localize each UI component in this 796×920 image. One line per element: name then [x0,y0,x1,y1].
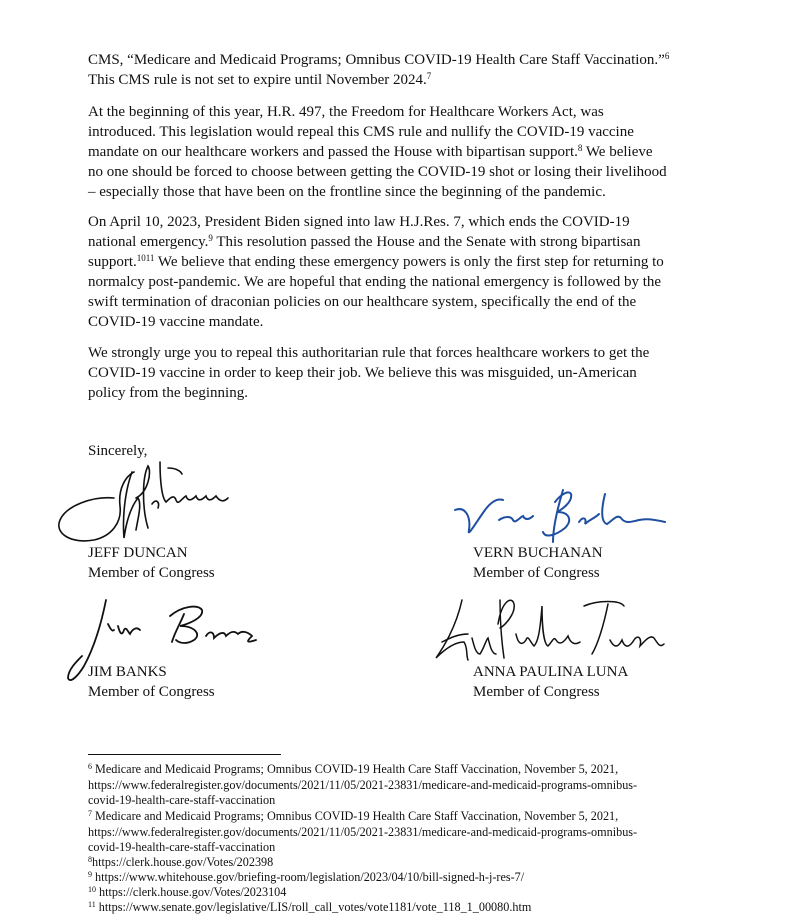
text-line: swift termination of draconian policies on our healthcare system, specifically the end of the [88,294,637,310]
text-line: no one should be forced to choose between getting the COVID-19 shot or losing their livelihood [88,164,667,180]
footnote-9 [88,870,728,886]
footnote-number: 6 [88,762,92,771]
footnote-link[interactable]: https://www.federalregister.gov/documents/2021/11/05/2021-23831/medicare-and-medicaid-programs-omnibus- [88,777,638,792]
footnote-ref: 9 [208,233,213,243]
footnote-number: 9 [88,870,92,879]
footnote-number: 8 [88,855,92,864]
text-line: normalcy post-pandemic. We are hopeful that ending the national emergency is followed by the [88,274,662,290]
text-line: COVID-19 vaccine mandate. [88,314,264,330]
signatory-title: Member of Congress [473,565,600,581]
footnote-10 [88,885,728,901]
text-line: support.$^{1011}$ We believe that ending these emergency powers is only the first step for returning to [88,253,664,270]
footnote-link[interactable]: https://clerk.house.gov/Votes/202398 [92,855,274,869]
signatory-anna-paulina-luna [473,662,628,702]
closing-salutation: Sincerely, [88,443,148,459]
footnote-separator [88,754,281,755]
signatory-title: Member of Congress [473,684,600,700]
paragraph-hjres-7 [88,212,713,332]
paragraph-urge-repeal [88,343,713,403]
footnote-7: $^7$ Medicare and Medicaid Programs; Omnibus COVID-19 Health Care Staff Vaccination, November 5, 2021, https://www.federalregister.gov/documents/2021/11/05/2021-23831/medicare-and-medicaid-programs-omnibus- covid-19-health-care-staff-vaccination [88,809,728,856]
footnote-ref: 7 [426,71,432,81]
footnote-ref: 1011 [136,253,155,263]
text-line: On April 10, 2023, President Biden signed into law H.J.Res. 7, which ends the COVID-19 [88,214,630,230]
footnote-ref: 8 [577,143,583,153]
footnote-link[interactable]: https://clerk.house.gov/Votes/2023104 [99,885,287,899]
text-line: CMS, “Medicare and Medicaid Programs; Omnibus COVID-19 Health Care Staff Vaccination.”$^6$ [88,51,670,68]
footnote-link-continued[interactable]: covid-19-health-care-staff-vaccination [88,793,276,808]
signatory-vern-buchanan [473,543,603,583]
footnote-link[interactable]: https://www.senate.gov/legislative/LIS/roll_call_votes/vote1181/vote_118_1_00080.htm [98,900,532,914]
text-line: introduced. This legislation would repeal this CMS rule and nullify the COVID-19 vaccine [88,124,634,140]
text-line: We strongly urge you to repeal this authoritarian rule that forces healthcare workers to get the [88,345,650,361]
signatory-name: JEFF DUNCAN [88,545,188,561]
signatory-name: VERN BUCHANAN [473,545,603,561]
signatory-jeff-duncan [88,543,215,583]
footnote-number: 11 [88,900,96,909]
text-line: COVID-19 vaccine in order to keep their job. We believe this was misguided, un-American [88,365,637,381]
signatory-name: JIM BANKS [88,664,167,680]
footnote-link[interactable]: https://www.federalregister.gov/documents/2021/11/05/2021-23831/medicare-and-medicaid-programs-omnibus- [88,824,638,839]
text-line: At the beginning of this year, H.R. 497, the Freedom for Healthcare Workers Act, was [88,104,604,120]
footnote-number: 10 [88,885,96,894]
text-line: – especially those that have been on the frontline since the beginning of the pandemic. [88,184,606,200]
footnote-6: $^6$ Medicare and Medicaid Programs; Omnibus COVID-19 Health Care Staff Vaccination, November 5, 2021, https://www.federalregister.gov/documents/2021/11/05/2021-23831/medicare-and-medicaid-programs-omnibus- covid-19-health-care-staff-vaccination [88,762,728,809]
footnote-ref: 6 [664,51,670,61]
signature-anna-paulina-luna [428,594,668,672]
signatory-title: Member of Congress [88,565,215,581]
text-line: policy from the beginning. [88,385,248,401]
footnote-number: 7 [88,809,92,818]
footnote-link-continued[interactable]: covid-19-health-care-staff-vaccination [88,840,276,855]
signatory-jim-banks [88,662,215,702]
footnote-8 [88,855,728,871]
signature-jeff-duncan [52,458,242,550]
paragraph-hr-497 [88,102,713,202]
signatory-name: ANNA PAULINA LUNA [473,664,629,680]
paragraph-cms-rule [88,50,713,90]
text-line: This CMS rule is not set to expire until November 2024.$^7$ [88,71,432,88]
footnote-11 [88,900,728,916]
text-line: national emergency.$^9$ This resolution passed the House and the Senate with strong bipartisan [88,233,641,250]
text-line: mandate on our healthcare workers and passed the House with bipartisan support.$^8$ We believe [88,143,653,160]
signatory-title: Member of Congress [88,684,215,700]
footnote-link[interactable]: https://www.whitehouse.gov/briefing-room/legislation/2023/04/10/bill-signed-h-j-res-7/ [95,870,525,884]
signature-vern-buchanan [445,480,670,546]
